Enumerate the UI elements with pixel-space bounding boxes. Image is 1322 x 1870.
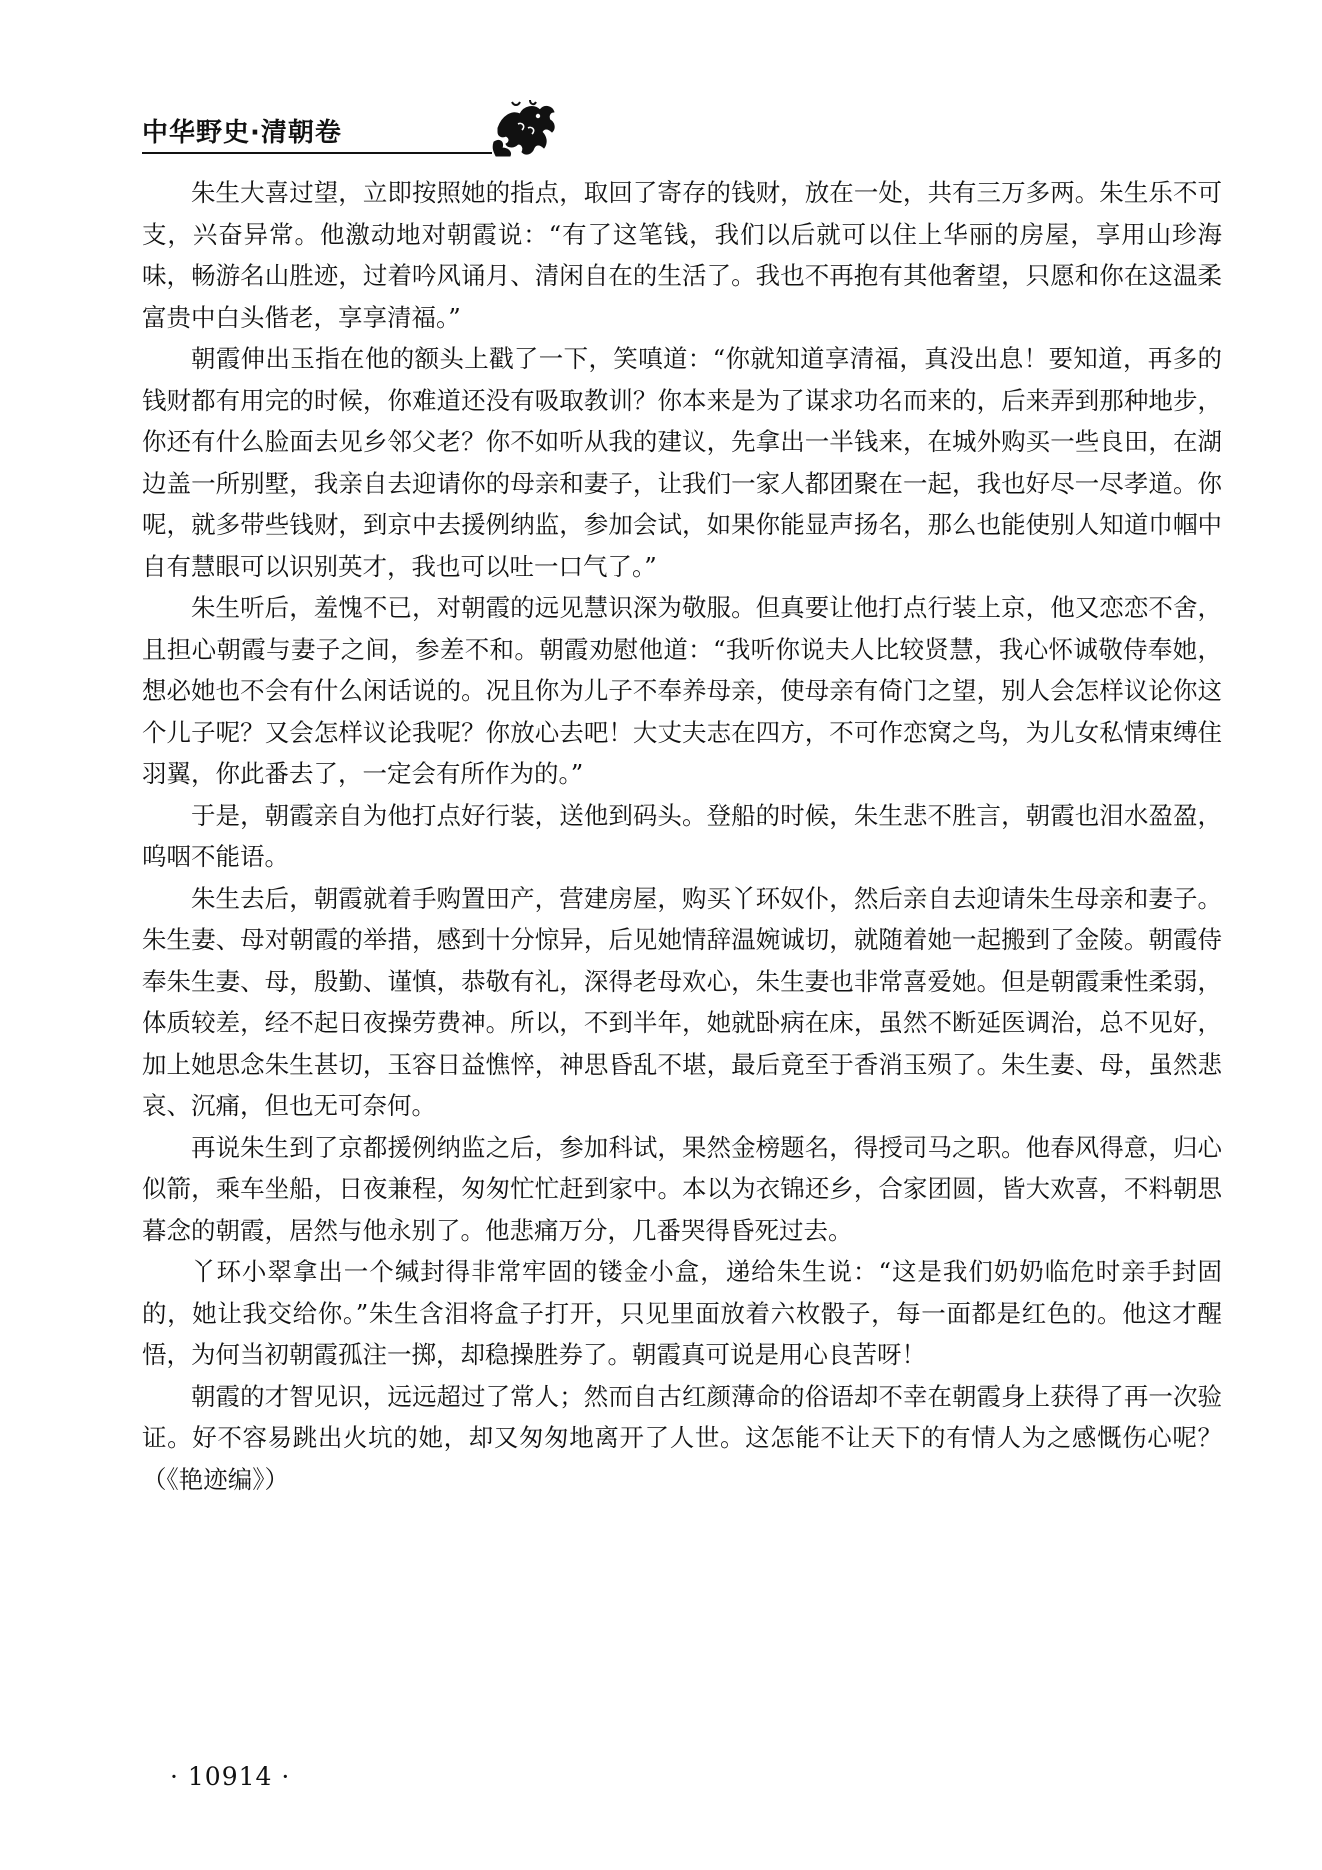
- page-number: · 10914 ·: [170, 1762, 291, 1791]
- paragraph: 丫环小翠拿出一个缄封得非常牢固的镂金小盒，递给朱生说：“这是我们奶奶临危时亲手封固的，她让我交给你。”朱生含泪将盒子打开，只见里面放着六枚骰子，每一面都是红色的。他这才醒悟，为何当初朝霞孤注一掷，却稳操胜券了。朝霞真可说是用心良苦呀！: [142, 1257, 1222, 1369]
- dragon-icon: [492, 98, 562, 158]
- paragraph: 朱生去后，朝霞就着手购置田产，营建房屋，购买丫环奴仆，然后亲自去迎请朱生母亲和妻子。朱生妻、母对朝霞的举措，感到十分惊异，后见她情辞温婉诚切，就随着她一起搬到了金陵。朝霞侍奉朱生妻、母，殷勤、谨慎，恭敬有礼，深得老母欢心，朱生妻也非常喜爱她。但是朝霞秉性柔弱，体质较差，经不起日夜操劳费神。所以，不到半年，她就卧病在床，虽然不断延医调治，总不见好，加上她思念朱生甚切，玉容日益憔悴，神思昏乱不堪，最后竟至于香消玉殒了。朱生妻、母，虽然悲哀、沉痛，但也无可奈何。: [142, 883, 1222, 1120]
- paragraph: 再说朱生到了京都援例纳监之后，参加科试，果然金榜题名，得授司马之职。他春风得意，归心似箭，乘车坐船，日夜兼程，匆匆忙忙赶到家中。本以为衣锦还乡，合家团圆，皆大欢喜，不料朝思暮念的朝霞，居然与他永别了。他悲痛万分，几番哭得昏死过去。: [142, 1132, 1222, 1245]
- paragraph: 于是，朝霞亲自为他打点好行装，送他到码头。登船的时候，朱生悲不胜言，朝霞也泪水盈盈，呜咽不能语。: [142, 800, 1222, 871]
- paragraph: 朱生听后，羞愧不已，对朝霞的远见慧识深为敬服。但真要让他打点行装上京，他又恋恋不舍，且担心朝霞与妻子之间，参差不和。朝霞劝慰他道：“我听你说夫人比较贤慧，我心怀诚敬侍奉她，想必她也不会有什么闲话说的。况且你为儿子不奉养母亲，使母亲有倚门之望，别人会怎样议论你这个儿子呢？又会怎样议论我呢？你放心去吧！大丈夫志在四方，不可作恋窝之鸟，为儿女私情束缚住羽翼，你此番去了，一定会有所作为的。”: [142, 593, 1222, 788]
- book-title: 中华野史·清朝卷: [142, 118, 342, 148]
- running-header: [142, 98, 1222, 160]
- paragraph: 朝霞的才智见识，远远超过了常人；然而自古红颜薄命的俗语却不幸在朝霞身上获得了再一次验证。好不容易跳出火坑的她，却又匆匆地离开了人世。这怎能不让天下的有情人为之感慨伤心呢？（《艳迹编》）: [142, 1381, 1222, 1494]
- header-rule: [142, 152, 492, 154]
- paragraph: 朱生大喜过望，立即按照她的指点，取回了寄存的钱财，放在一处，共有三万多两。朱生乐不可支，兴奋异常。他激动地对朝霞说：“有了这笔钱，我们以后就可以住上华丽的房屋，享用山珍海味，畅游名山胜迹，过着吟风诵月、清闲自在的生活了。我也不再抱有其他奢望，只愿和你在这温柔富贵中白头偕老，享享清福。”: [142, 178, 1222, 332]
- article-body: [142, 172, 1222, 1500]
- paragraph: 朝霞伸出玉指在他的额头上戳了一下，笑嗔道：“你就知道享清福，真没出息！要知道，再多的钱财都有用完的时候，你难道还没有吸取教训？你本来是为了谋求功名而来的，后来弄到那种地步，你还有什么脸面去见乡邻父老？你不如听从我的建议，先拿出一半钱来，在城外购买一些良田，在湖边盖一所别墅，我亲自去迎请你的母亲和妻子，让我们一家人都团聚在一起，我也好尽一尽孝道。你呢，就多带些钱财，到京中去援例纳监，参加会试，如果你能显声扬名，那么也能使别人知道巾帼中自有慧眼可以识别英才，我也可以吐一口气了。”: [142, 344, 1222, 581]
